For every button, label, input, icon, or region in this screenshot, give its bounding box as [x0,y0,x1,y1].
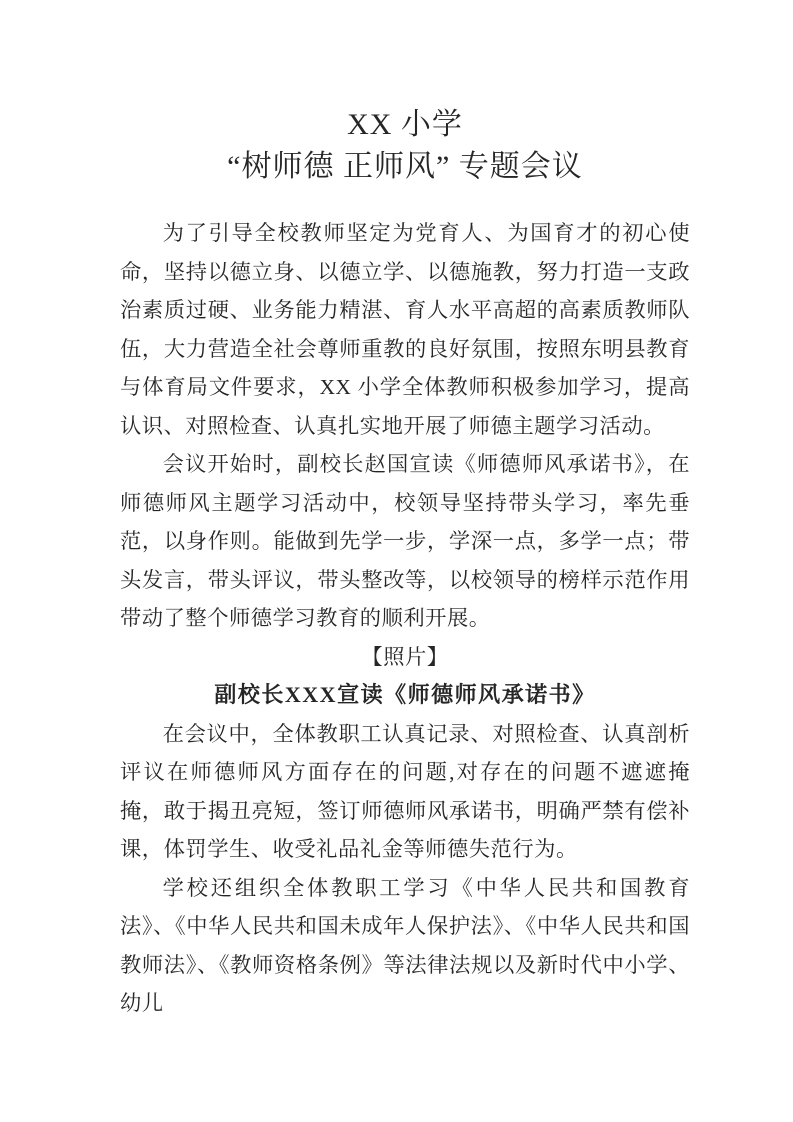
paragraph-1: 为了引导全校教师坚定为党育人、为国育才的初心使命，坚持以德立身、以德立学、以德施教，努力打造一支政治素质过硬、业务能力精湛、育人水平高超的高素质教师队伍，大力营造全社会尊师重教的良好氛围，按照东明县教育与体育局文件要求，XX 小学全体教师积极参加学习，提高认识、对照检查、认真扎实地开展了师德主题学习活动。 [120,221,690,438]
document-body [120,214,690,1023]
document-title [120,104,690,188]
title-line-2: “树师德 正师风” 专题会议 [227,150,583,183]
photo-caption: 副校长XXX宣读《师德师风承诺书》 [214,682,596,707]
paragraph-4: 学校还组织全体教职工学习《中华人民共和国教育法》、《中华人民共和国未成年人保护法》、《中华人民共和国教师法》、《教师资格条例》等法律法规以及新时代中小学、幼儿 [120,875,690,1015]
paragraph-3: 在会议中，全体教职工认真记录、对照检查、认真剖析评议在师德师风方面存在的问题,对存在的问题不遮遮掩掩，敢于揭丑亮短，签订师德师风承诺书，明确严禁有偿补课，体罚学生、收受礼品礼金等师德失范行为。 [120,721,690,861]
paragraph-2: 会议开始时，副校长赵国宣读《师德师风承诺书》，在师德师风主题学习活动中，校领导坚持带头学习，率先垂范，以身作则。能做到先学一步，学深一点，多学一点；带头发言，带头评议，带头整改等，以校领导的榜样示范作用带动了整个师德学习教育的顺利开展。 [120,452,690,630]
photo-placeholder: 【照片】 [361,644,449,669]
title-line-1: XX 小学 [347,108,463,141]
